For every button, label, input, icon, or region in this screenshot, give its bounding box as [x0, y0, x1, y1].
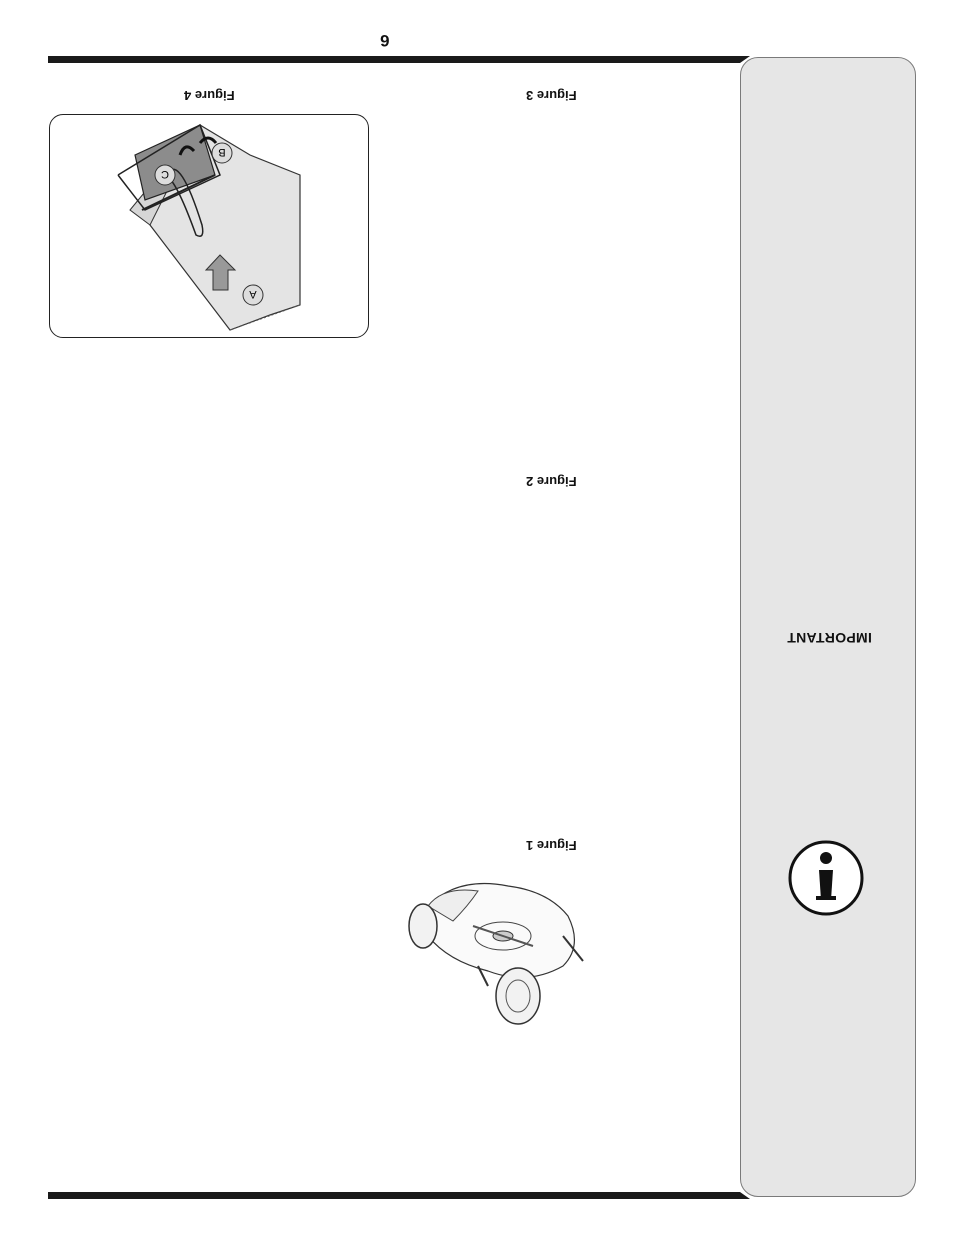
important-sidebar: [740, 57, 916, 1197]
figure-1-caption: Figure 1: [526, 838, 577, 853]
figure-2-caption: Figure 2: [526, 474, 577, 489]
wheel-front-left: [409, 904, 437, 948]
callout-a: [243, 285, 263, 305]
svg-text:A: A: [249, 288, 257, 300]
exclamation-circle-icon: [786, 838, 866, 918]
figure-4-frame: [49, 114, 369, 338]
svg-text:C: C: [161, 168, 169, 180]
top-rule: [48, 56, 740, 63]
svg-text:B: B: [218, 146, 226, 158]
bottom-rule: [48, 1192, 740, 1199]
sidebar-title: IMPORTANT: [786, 630, 872, 646]
figure-3-caption: Figure 3: [526, 88, 577, 103]
callout-c: [155, 165, 175, 185]
mower-deck-illustration: [398, 866, 588, 1026]
callout-b: [212, 143, 232, 163]
figure-4-caption: Figure 4: [184, 88, 235, 103]
page-number: 6: [380, 31, 390, 50]
wheel-rear-right: [496, 968, 540, 1024]
grass-bag-illustration: [50, 115, 370, 339]
